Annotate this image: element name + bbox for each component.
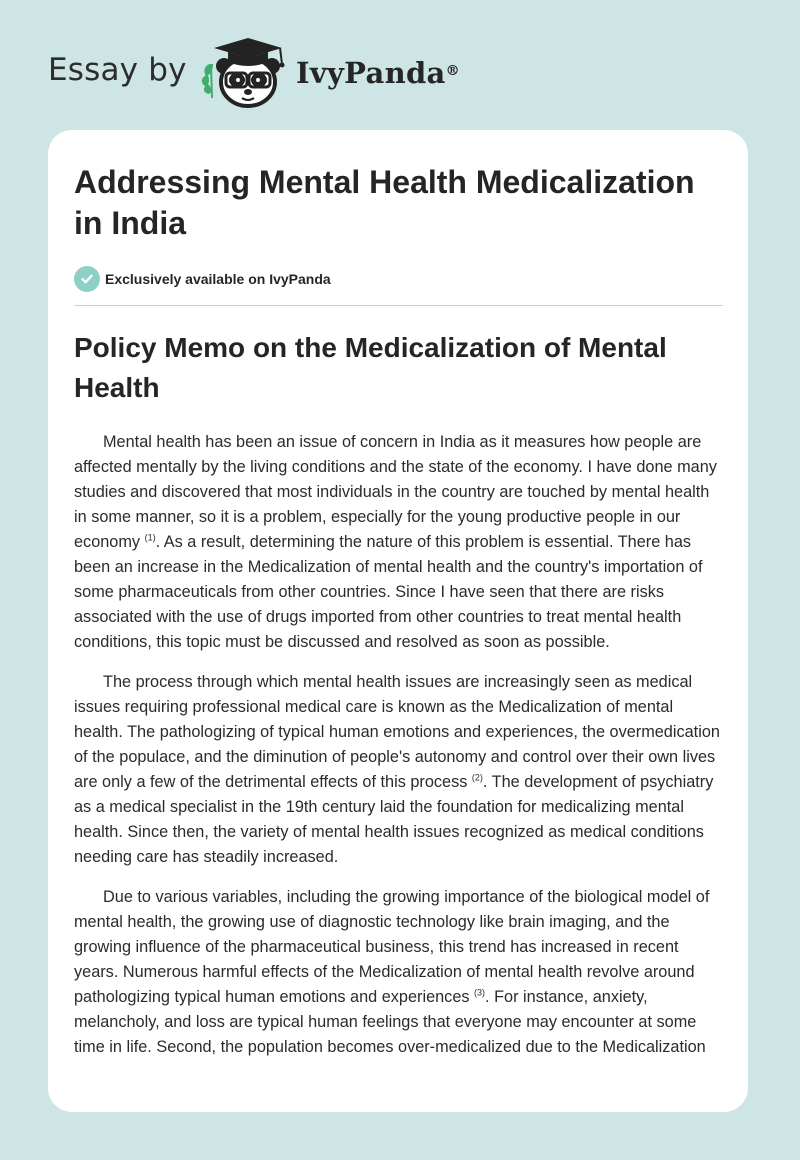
paragraph-text: The process through which mental health issues are increasingly seen as medical issues requiring professional medical care is known as the Medicalization of mental health. The pathologizing of typical human emotions and experiences, the overmedication of the populace, and the diminution of people's autonomy and control over their own lives are only a few of the detrimental effects of this process	[74, 673, 720, 791]
essay-content	[74, 162, 723, 1075]
section-heading: Policy Memo on the Medicalization of Mental Health	[74, 332, 667, 403]
site-header	[0, 0, 800, 128]
paragraph	[74, 430, 723, 655]
citation-marker: (2)	[471, 772, 483, 783]
paragraph-text: . The development of psychiatry as a medical specialist in the 19th century laid the foundation for medicalizing mental health. Since then, the variety of mental health issues recognized as medical conditions needing care has steadily increased.	[74, 773, 714, 866]
paragraph-text: . As a result, determining the nature of this problem is essential. There has been an increase in the Medicalization of mental health and the country's importation of some pharmaceuticals from other countries. Since I have seen that there are risks associated with the use of drugs imported from other countries to treat mental health conditions, this topic must be discussed and resolved as soon as possible.	[74, 533, 703, 651]
divider	[74, 305, 723, 306]
brand-name[interactable]	[296, 55, 460, 91]
essay-body	[74, 430, 723, 1060]
paragraph	[74, 670, 723, 870]
paragraph-text: Due to various variables, including the growing importance of the biological model of mental health, the growing use of diagnostic technology like brain imaging, and the growing influence of the pharmaceutical business, this trend has increased in recent years. Numerous harmful effects of the Medicalization of mental health revolve around pathologizing typical human emotions and experiences	[74, 888, 710, 1006]
exclusive-label: Exclusively available on IvyPanda	[105, 271, 331, 287]
check-circle-icon	[74, 266, 100, 292]
exclusive-badge	[74, 265, 723, 293]
panda-graduate-logo-icon[interactable]	[200, 36, 296, 112]
citation-marker: (3)	[474, 987, 486, 998]
essay-title: Addressing Mental Health Medicalization in India	[74, 164, 695, 241]
paragraph	[74, 885, 723, 1060]
paragraph-text: . For instance, anxiety, melancholy, and loss are typical human feelings that everyone may encounter at some time in life. Second, the population becomes over-medicalized due to the Medicalization	[74, 988, 706, 1056]
essay-by-label: Essay by	[48, 52, 187, 88]
citation-marker: (1)	[144, 532, 156, 543]
paragraph-text: Mental health has been an issue of concern in India as it measures how people are affected mentally by the living conditions and the state of the economy. I have done many studies and discovered that most individuals in the country are touched by mental health in some manner, so it is a problem, especially for the young productive people in our economy	[74, 433, 717, 551]
essay-card	[48, 130, 748, 1112]
brand-text: IvyPanda	[296, 56, 446, 90]
registered-mark: ®	[445, 63, 460, 79]
